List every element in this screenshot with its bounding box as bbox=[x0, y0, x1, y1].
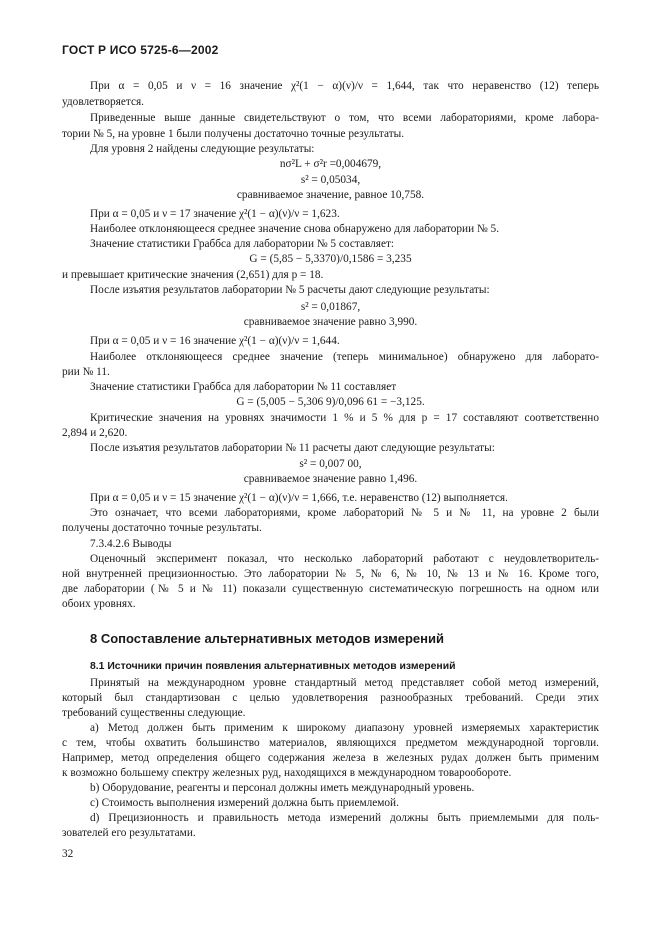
text-line: обоих уровнях. bbox=[62, 598, 136, 610]
text-line: Приведенные выше данные свидетельствуют о том, что всеми лабораториями, кроме лабора- bbox=[90, 112, 599, 124]
text-line: Значение статистики Граббса для лаборатории № 5 составляет: bbox=[90, 238, 395, 250]
text-line: При α = 0,05 и ν = 16 значение χ²(1 − α)(ν)/ν = 1,644, так что неравенство (12) теперь bbox=[90, 80, 599, 92]
text-line: две лаборатории (№ 5 и № 11) показали существенную систематическую погрешность на одном или bbox=[62, 583, 599, 595]
text-line: Наиболее отклоняющееся среднее значение (теперь минимальное) обнаружено для лаборато- bbox=[90, 351, 599, 363]
text-line: Для уровня 2 найдены следующие результаты: bbox=[90, 143, 315, 155]
text-line: с тем, чтобы охватить большинство материалов, являющихся предметом международной торговли. bbox=[62, 737, 599, 749]
text-line: удовлетворяется. bbox=[62, 96, 144, 108]
document-header: ГОСТ Р ИСО 5725-6—2002 bbox=[62, 43, 219, 57]
text-line: который был стандартизован с целью удовлетворения разнообразных требований. Среди этих bbox=[62, 692, 599, 704]
subsection-heading: 7.3.4.2.6 Выводы bbox=[90, 538, 172, 550]
section-title: 8 Сопоставление альтернативных методов измерений bbox=[90, 631, 444, 646]
list-item: d) Прецизионность и правильность метода измерений должны быть приемлемыми для поль- bbox=[90, 812, 599, 824]
page-number: 32 bbox=[62, 848, 74, 860]
text-line: Оценочный эксперимент показал, что несколько лабораторий работают с неудовлетворитель- bbox=[90, 553, 599, 565]
text-line: рии № 11. bbox=[62, 366, 110, 378]
text-line: к возможно большему спектру железных руд, находящихся в международном товарообороте. bbox=[62, 767, 512, 779]
text-line: получены достаточно точные результаты. bbox=[62, 522, 262, 534]
formula: s² = 0,01867, bbox=[300, 301, 361, 313]
text-line: После изъятия результатов лаборатории № 11 расчеты дают следующие результаты: bbox=[90, 442, 495, 454]
list-item: c) Стоимость выполнения измерений должна быть приемлемой. bbox=[90, 797, 399, 809]
formula: сравниваемое значение, равное 10,758. bbox=[236, 189, 425, 201]
text-line: 2,894 и 2,620. bbox=[62, 427, 128, 439]
text-line: Значение статистики Граббса для лаборатории № 11 составляет bbox=[90, 381, 397, 393]
text-line: требований существенны следующие. bbox=[62, 707, 246, 719]
text-line: и превышает критические значения (2,651) для p = 18. bbox=[62, 269, 324, 281]
text-line: зователей его результатами. bbox=[62, 827, 196, 839]
text-line: При α = 0,05 и ν = 15 значение χ²(1 − α)(ν)/ν = 1,666, т.е. неравенство (12) выполняется. bbox=[90, 492, 508, 504]
list-item: а) Метод должен быть применим к широкому диапазону уровней измеряемых характеристик bbox=[90, 722, 599, 734]
text-line: Например, метод определения общего содержания железа в железных рудах должен быть применим bbox=[62, 752, 599, 764]
formula: сравниваемое значение равно 3,990. bbox=[243, 316, 418, 328]
formula: G = (5,005 − 5,306 9)/0,096 61 = −3,125. bbox=[236, 396, 425, 408]
text-line: При α = 0,05 и ν = 16 значение χ²(1 − α)(ν)/ν = 1,644. bbox=[90, 335, 340, 347]
text-line: При α = 0,05 и ν = 17 значение χ²(1 − α)(ν)/ν = 1,623. bbox=[90, 208, 340, 220]
formula: s² = 0,05034, bbox=[300, 174, 361, 186]
text-line: После изъятия результатов лаборатории № 5 расчеты дают следующие результаты: bbox=[90, 284, 490, 296]
formula: nσ²L + σ²r =0,004679, bbox=[279, 158, 382, 170]
text-line: Принятый на международном уровне стандартный метод представляет собой метод измерений, bbox=[90, 677, 599, 689]
formula: сравниваемое значение равно 1,496. bbox=[243, 473, 418, 485]
formula: s² = 0,007 00, bbox=[299, 458, 362, 470]
subsection-title: 8.1 Источники причин появления альтернативных методов измерений bbox=[90, 661, 456, 672]
text-line: Это означает, что всеми лабораториями, кроме лабораторий № 5 и № 11, на уровне 2 были bbox=[90, 507, 599, 519]
text-line: Критические значения на уровнях значимости 1 % и 5 % для p = 17 составляют соответственно bbox=[90, 412, 599, 424]
text-line: Наиболее отклоняющееся среднее значение снова обнаружено для лаборатории № 5. bbox=[90, 223, 500, 235]
text-line: тории № 5, на уровне 1 были получены достаточно точные результаты. bbox=[62, 128, 405, 140]
formula: G = (5,85 − 5,3370)/0,1586 = 3,235 bbox=[249, 253, 412, 265]
list-item: b) Оборудование, реагенты и персонал должны иметь международный уровень. bbox=[90, 782, 475, 794]
text-line: ной внутренней прецизионностью. Это лаборатории № 5, № 6, № 10, № 13 и № 16. Кроме того, bbox=[62, 568, 599, 580]
